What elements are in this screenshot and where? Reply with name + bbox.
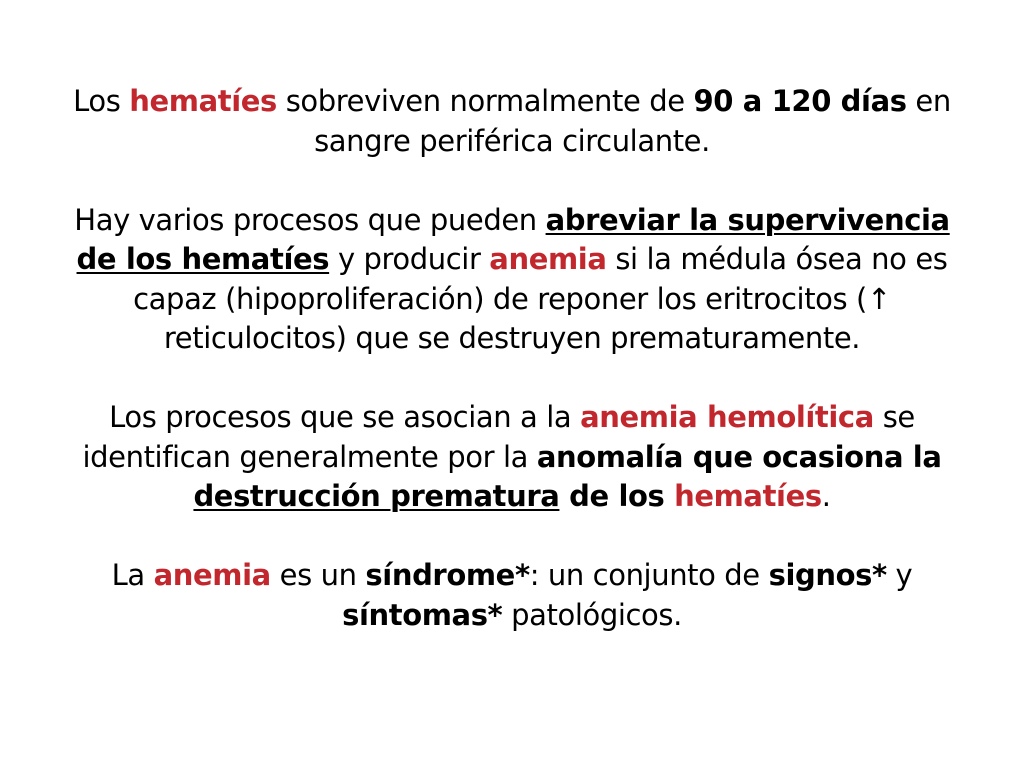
paragraph-anemia-syndrome	[62, 556, 962, 635]
highlight-anomalia: anomalía que ocasiona la	[536, 439, 942, 474]
highlight-sintomas: síntomas*	[342, 597, 503, 632]
text-run: La	[111, 558, 154, 592]
highlight-hematies: hematíes	[674, 479, 822, 513]
text-run: : un conjunto de	[529, 558, 769, 592]
text-run: Los procesos que se asocian a la	[109, 400, 581, 434]
text-run: en sangre periférica circulante.	[314, 84, 951, 158]
text-run-bold: de los	[559, 479, 675, 513]
text-run: Los	[73, 84, 130, 118]
text-run: si la médula ósea no es capaz (hipoproliferación) de reponer los eritrocitos (	[133, 242, 948, 316]
highlight-survival-days: 90 a 120 días	[693, 84, 907, 118]
paragraph-hemolytic-anemia	[62, 398, 962, 517]
highlight-hematies: hematíes	[129, 84, 277, 118]
text-run: patológicos.	[502, 597, 682, 632]
highlight-destruccion-prematura: destrucción prematura	[193, 479, 560, 513]
text-run: sobreviven normalmente de	[276, 84, 694, 118]
text-run: y	[886, 558, 913, 592]
up-arrow-icon: ↑	[866, 281, 891, 316]
highlight-signos: signos*	[768, 558, 887, 592]
slide-body	[62, 82, 962, 635]
paragraph-shortened-survival	[62, 201, 962, 359]
text-run: y producir	[329, 242, 490, 276]
text-run: .	[821, 479, 831, 513]
highlight-sindrome: síndrome*	[365, 558, 530, 592]
text-run: es un	[270, 558, 366, 592]
highlight-abreviar-supervivencia: abreviar la supervivencia de los hematíes	[76, 202, 950, 276]
highlight-anemia: anemia	[489, 242, 607, 276]
paragraph-hematies-survival	[62, 82, 962, 161]
highlight-anemia: anemia	[153, 558, 271, 592]
highlight-anemia-hemolitica: anemia hemolítica	[580, 400, 874, 434]
text-run: Hay varios procesos que pueden	[74, 202, 546, 237]
text-run: reticulocitos) que se destruyen prematuramente.	[163, 321, 861, 355]
text-run: se identifican generalmente por la	[82, 400, 915, 474]
